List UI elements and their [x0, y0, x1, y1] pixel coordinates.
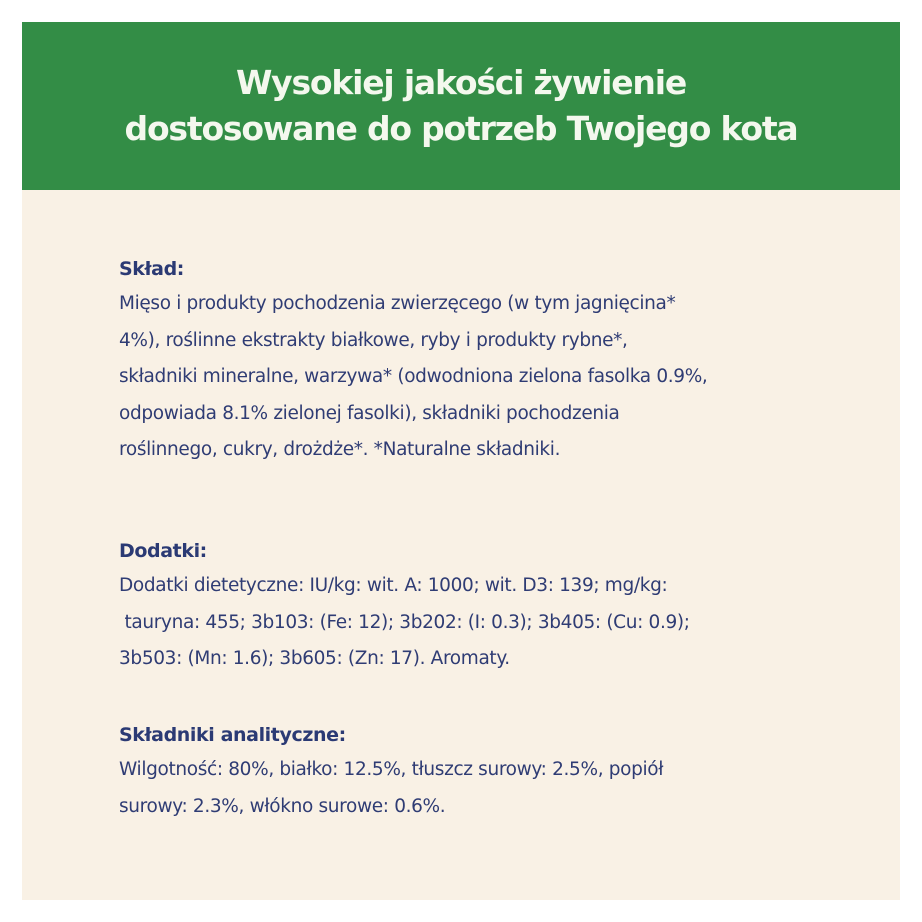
header-title-line-1: Wysokiej jakości żywienie — [235, 63, 687, 102]
section-title-composition: Skład: — [119, 258, 184, 280]
analytical-line: surowy: 2.3%, włókno surowe: 0.6%. — [119, 795, 446, 817]
additives-line: tauryna: 455; 3b103: (Fe: 12); 3b202: (I: 0.3); 3b405: (Cu: 0.9); — [119, 611, 690, 633]
composition-line: odpowiada 8.1% zielonej fasolki), składniki pochodzenia — [119, 402, 620, 424]
composition-line: 4%), roślinne ekstrakty białkowe, ryby i produkty rybne*, — [119, 329, 628, 351]
composition-line: Mięso i produkty pochodzenia zwierzęcego (w tym jagnięcina* — [119, 293, 676, 314]
section-analytical-constituents — [119, 719, 663, 825]
header-banner — [22, 22, 900, 190]
section-additives — [119, 535, 690, 678]
analytical-line: Wilgotność: 80%, białko: 12.5%, tłuszcz surowy: 2.5%, popiół — [119, 759, 664, 780]
section-composition — [119, 253, 707, 469]
composition-line: składniki mineralne, warzywa* (odwodniona zielona fasolka 0.9%, — [119, 366, 708, 387]
additives-line: Dodatki dietetyczne: IU/kg: wit. A: 1000; wit. D3: 139; mg/kg: — [119, 575, 668, 596]
section-title-analytical: Składniki analityczne: — [119, 724, 346, 746]
additives-line: 3b503: (Mn: 1.6); 3b605: (Zn: 17). Aromaty. — [119, 648, 510, 669]
header-title-line-2: dostosowane do potrzeb Twojego kota — [124, 109, 798, 148]
composition-line: roślinnego, cukry, drożdże*. *Naturalne składniki. — [119, 439, 561, 460]
section-title-additives: Dodatki: — [119, 540, 207, 562]
product-info-card — [22, 22, 900, 900]
